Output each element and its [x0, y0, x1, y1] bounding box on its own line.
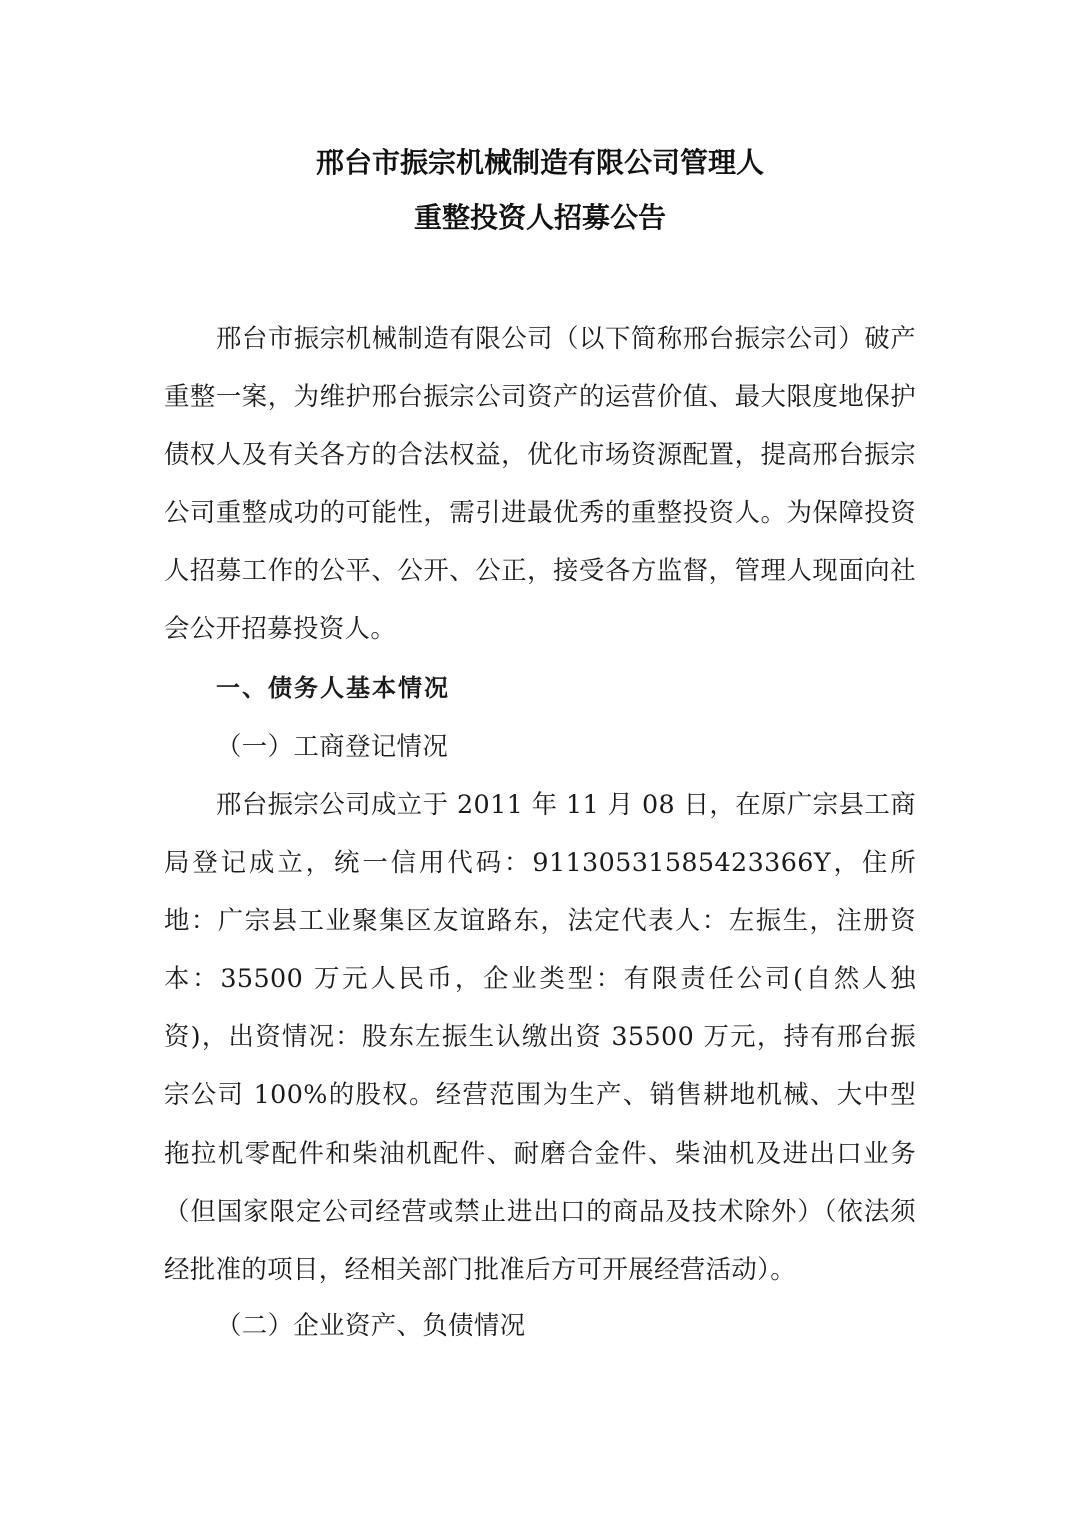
registration-paragraph: 邢台振宗公司成立于 2011 年 11 月 08 日，在原广宗县工商局登记成立，统一信用代码：91130531585423366Y，住所地：广宗县工业聚集区友谊路东，法定代表人：左振生，注册资本：35500 万元人民币，企业类型：有限责任公司(自然人独资)，出资情况：股东左振生认缴出资 35500 万元，持有邢台振宗公司 100%的股权。经营范围为生产、销售耕地机械、大中型拖拉机零配件和柴油机配件、耐磨合金件、柴油机及进出口业务（但国家限定公司经营或禁止进出口的商品及技术除外）（依法须经批准的项目，经相关部门批准后方可开展经营活动）。 — [164, 789, 916, 1284]
subsection-heading-business-registration: （一）工商登记情况 — [216, 731, 449, 761]
document-title-line-2: 重整投资人招募公告 — [413, 201, 666, 234]
section-heading-debtor-info: 一、债务人基本情况 — [216, 674, 450, 702]
document-title-line-1: 邢台市振宗机械制造有限公司管理人 — [315, 146, 764, 179]
intro-paragraph: 邢台市振宗机械制造有限公司（以下简称邢台振宗公司）破产重整一案，为维护邢台振宗公司资产的运营价值、最大限度地保护债权人及有关各方的合法权益，优化市场资源配置，提高邢台振宗公司重整成功的可能性，需引进最优秀的重整投资人。为保障投资人招募工作的公平、公开、公正，接受各方监督，管理人现面向社会公开招募投资人。 — [164, 323, 916, 644]
subsection-heading-assets-liabilities: （二）企业资产、负债情况 — [216, 1310, 526, 1340]
